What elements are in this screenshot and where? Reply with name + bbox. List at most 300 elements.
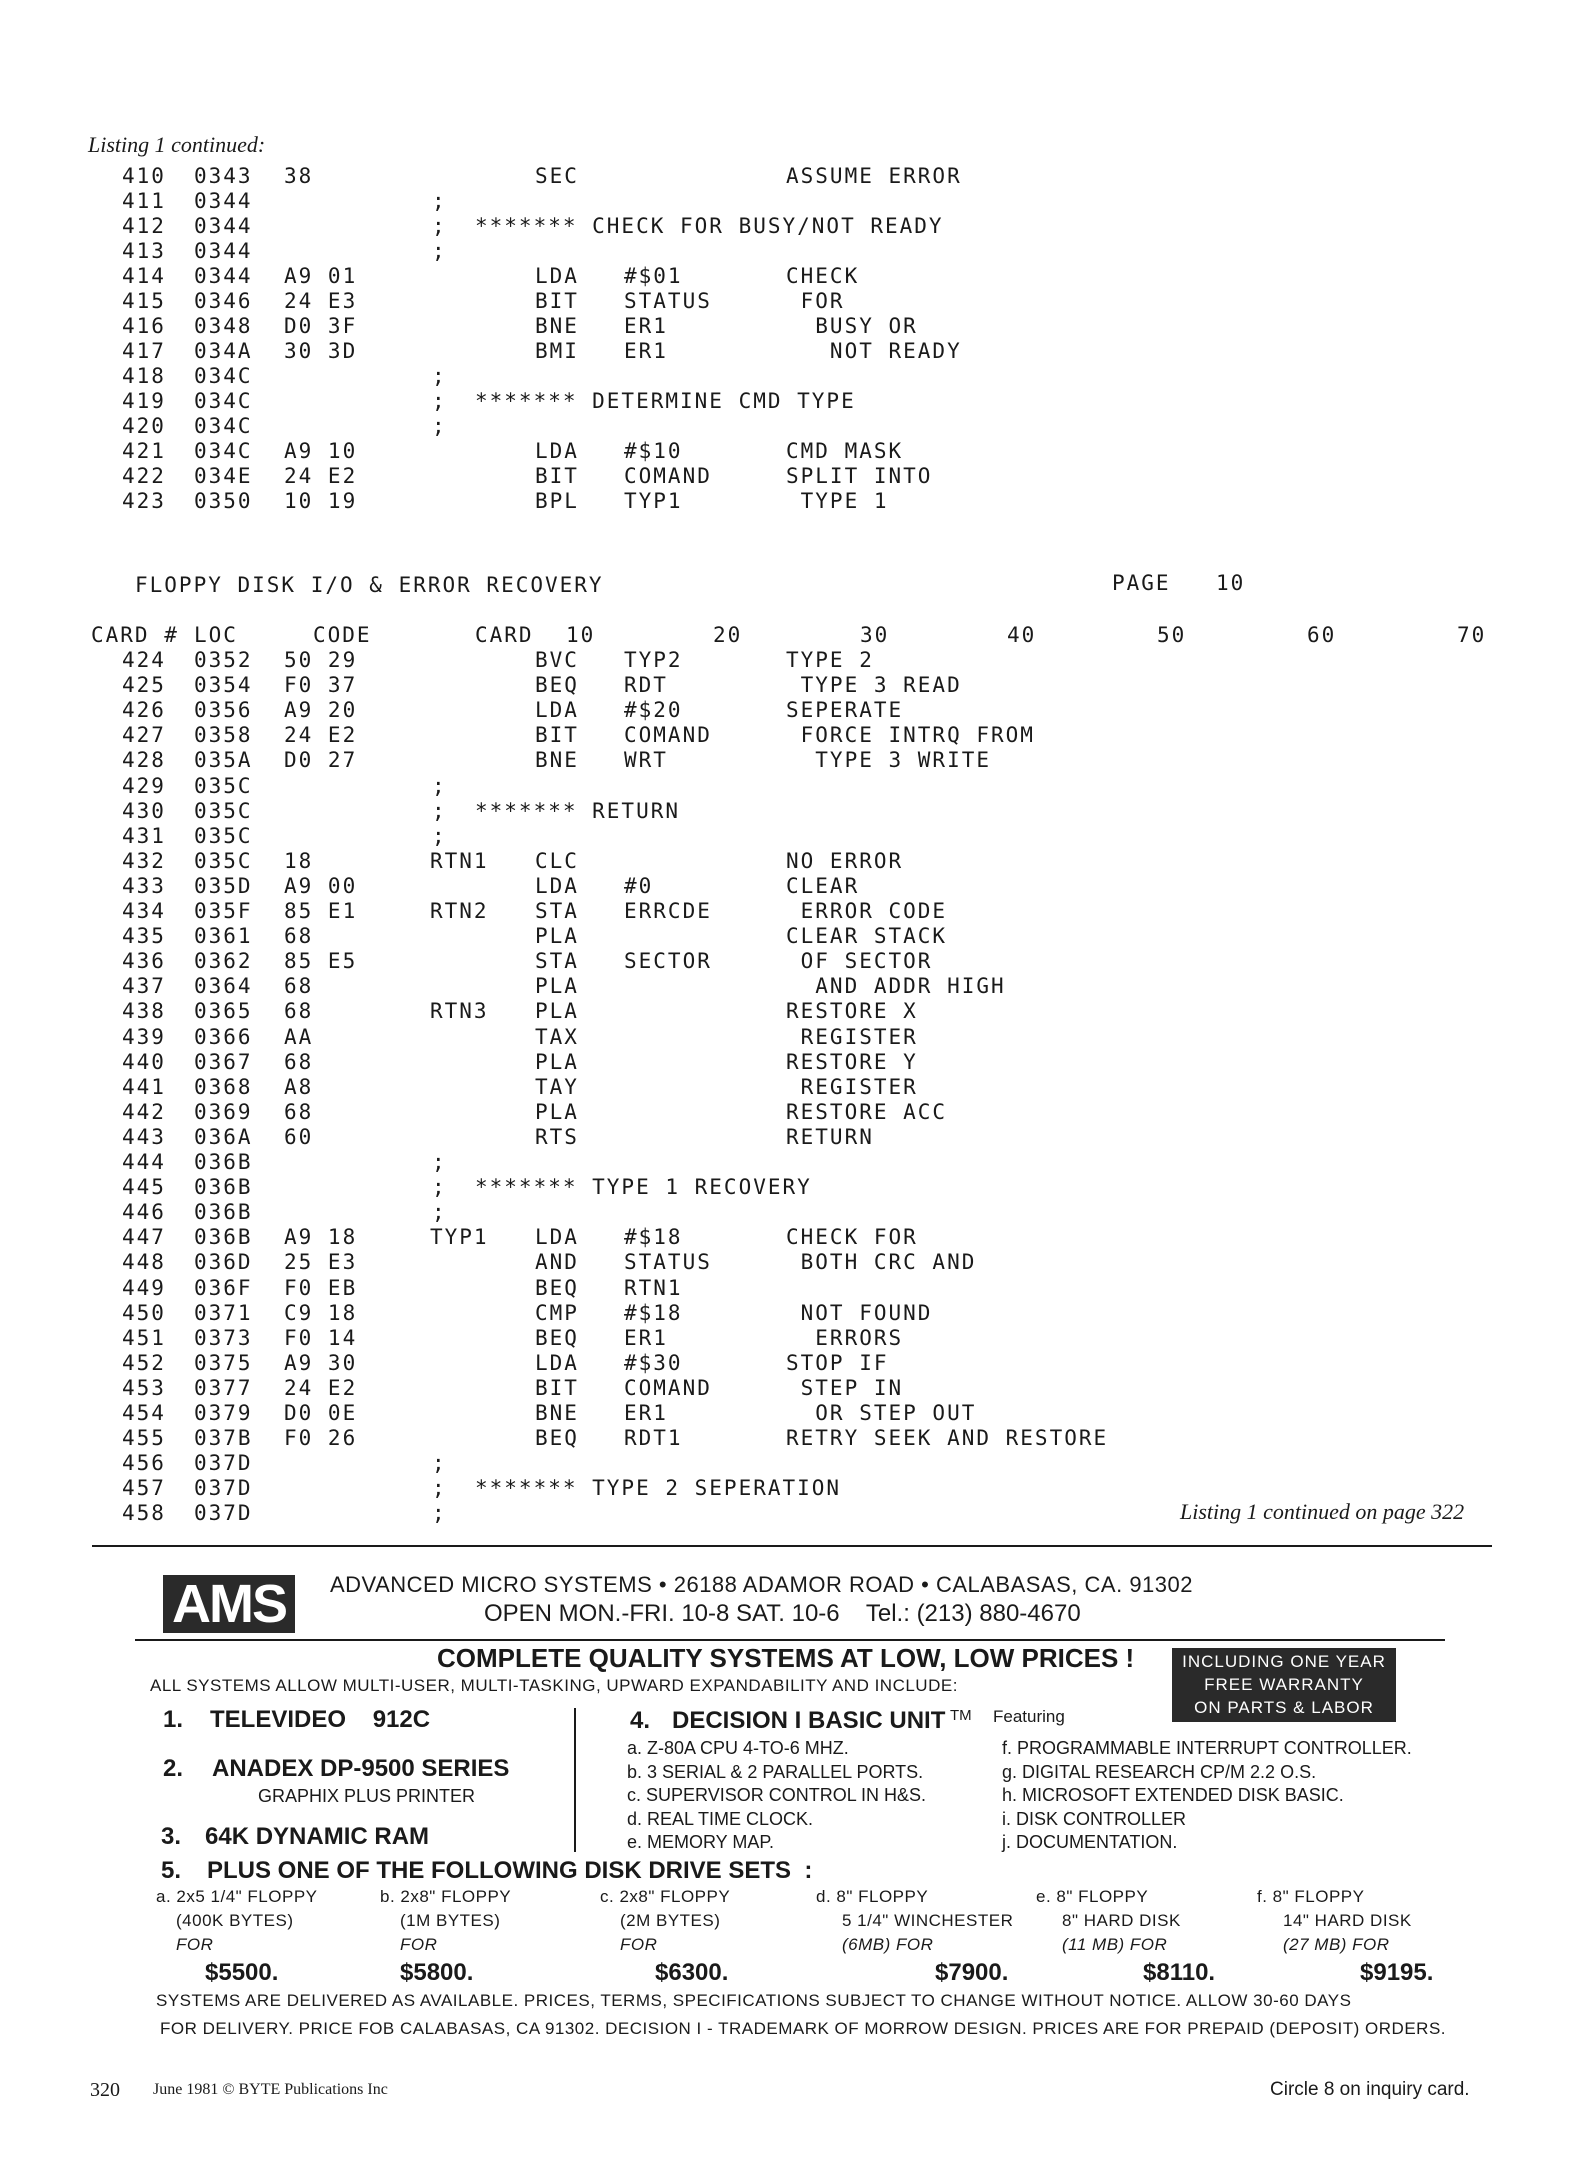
card-num: 452	[122, 1350, 166, 1375]
item4: DECISION I BASIC UNIT	[672, 1707, 946, 1734]
card-num: 419	[122, 389, 166, 413]
col-20: 20	[713, 623, 743, 647]
ad-hours: OPEN MON.-FRI. 10-8 SAT. 10-6 Tel.: (213) 880-4670	[484, 1600, 1081, 1627]
card-num: 456	[122, 1451, 166, 1476]
top-row	[0, 264, 1570, 289]
loc: 034C	[194, 364, 253, 388]
main-row	[0, 849, 1570, 874]
comment: ERROR CODE	[786, 899, 948, 923]
opcode: ******* TYPE 2 SEPERATION	[475, 1476, 842, 1501]
item2: ANADEX DP-9500 SERIES	[212, 1755, 510, 1782]
operand: ER1	[624, 339, 668, 363]
operand: ER1	[624, 1401, 668, 1425]
opcode: BNE	[535, 1401, 579, 1425]
code: F0 37	[284, 673, 358, 698]
loc: 0364	[194, 974, 253, 999]
comment: FOR	[786, 289, 845, 313]
main-row	[0, 1326, 1570, 1351]
operand: #0	[624, 873, 654, 898]
code: F0 14	[284, 1325, 358, 1350]
item1-num: 1.	[163, 1706, 184, 1733]
comment: OR STEP OUT	[786, 1401, 977, 1425]
main-row	[0, 1250, 1570, 1275]
feature-h: h. MICROSOFT EXTENDED DISK BASIC.	[1002, 1785, 1344, 1805]
code: 24 E3	[284, 289, 358, 313]
top-row	[0, 314, 1570, 339]
opcode: ******* TYPE 1 RECOVERY	[475, 1175, 812, 1200]
warranty-box	[1172, 1648, 1396, 1722]
card-num: 445	[122, 1175, 166, 1200]
opcode: BNE	[535, 748, 579, 773]
main-row	[0, 1125, 1570, 1150]
comment: OF SECTOR	[786, 949, 933, 974]
main-row	[0, 1451, 1570, 1476]
card-num: 453	[122, 1375, 166, 1400]
opcode: CLC	[535, 848, 579, 873]
opcode: ******* DETERMINE CMD TYPE	[475, 389, 856, 413]
drive-option-title: c. 2x8" FLOPPY	[600, 1887, 731, 1906]
warranty-line-2: FREE WARRANTY	[1204, 1675, 1364, 1694]
code: A9 18	[284, 1225, 358, 1250]
card-num: 412	[122, 214, 166, 238]
loc: 0348	[194, 314, 253, 338]
top-row	[0, 439, 1570, 464]
code: C9 18	[284, 1300, 358, 1325]
main-row	[0, 1150, 1570, 1175]
drive-options	[0, 1887, 1570, 1987]
main-row	[0, 1401, 1570, 1426]
code: 30 3D	[284, 339, 358, 363]
code: 24 E2	[284, 723, 358, 748]
card-num: 434	[122, 899, 166, 923]
loc: 0369	[194, 1099, 253, 1124]
card-num: 427	[122, 723, 166, 748]
operand: #$30	[624, 1350, 683, 1375]
loc: 0365	[194, 999, 253, 1024]
label: ;	[432, 1451, 447, 1476]
comment: CHECK FOR	[786, 1225, 918, 1250]
drive-option-price: $7900.	[935, 1959, 1009, 1986]
col-40: 40	[1007, 623, 1037, 647]
col-card: CARD #	[91, 623, 179, 647]
top-row	[0, 239, 1570, 264]
code: 68	[284, 924, 314, 949]
main-row	[0, 924, 1570, 949]
opcode: LDA	[535, 1350, 579, 1375]
card-num: 435	[122, 924, 166, 949]
feature-j: j. DOCUMENTATION.	[1002, 1832, 1178, 1852]
operand: STATUS	[624, 289, 712, 313]
card-num: 436	[122, 949, 166, 974]
top-row	[0, 464, 1570, 489]
code: A9 00	[284, 873, 358, 898]
drive-option-for: FOR	[620, 1935, 658, 1954]
card-num: 454	[122, 1401, 166, 1425]
main-row	[0, 748, 1570, 773]
opcode: BEQ	[535, 1275, 579, 1300]
operand: RTN1	[624, 1275, 683, 1300]
label: ;	[432, 1175, 447, 1200]
comment: REGISTER	[786, 1074, 918, 1099]
opcode: CMP	[535, 1300, 579, 1325]
card-num: 449	[122, 1275, 166, 1300]
operand: ERRCDE	[624, 899, 712, 923]
label: ;	[432, 414, 447, 438]
drive-option-for: (6MB) FOR	[842, 1935, 934, 1954]
col-70: 70	[1457, 623, 1487, 647]
drive-option-capacity: 5 1/4" WINCHESTER	[842, 1911, 1014, 1930]
item3: 64K DYNAMIC RAM	[205, 1823, 430, 1850]
opcode: BEQ	[535, 1325, 579, 1350]
feature-d: d. REAL TIME CLOCK.	[627, 1808, 814, 1829]
main-row	[0, 899, 1570, 924]
card-num: 422	[122, 464, 166, 488]
drive-option-capacity: (2M BYTES)	[620, 1911, 721, 1930]
item1: TELEVIDEO 912C	[210, 1706, 431, 1733]
comment: CLEAR	[786, 873, 860, 898]
top-row	[0, 364, 1570, 389]
col-loc: LOC	[194, 623, 238, 647]
opcode: BPL	[535, 489, 579, 513]
drive-option-price: $5800.	[400, 1959, 474, 1986]
drive-option-capacity: 14" HARD DISK	[1283, 1911, 1412, 1930]
main-row	[0, 874, 1570, 899]
main-row	[0, 648, 1570, 673]
card-num: 440	[122, 1049, 166, 1074]
operand: WRT	[624, 748, 668, 773]
main-row	[0, 999, 1570, 1024]
comment: TYPE 1	[786, 489, 889, 513]
card-num: 451	[122, 1325, 166, 1350]
loc: 034C	[194, 414, 253, 438]
code: 25 E3	[284, 1250, 358, 1275]
loc: 036B	[194, 1200, 253, 1225]
code: A9 10	[284, 439, 358, 463]
label: RTN1	[430, 848, 489, 873]
opcode: LDA	[535, 873, 579, 898]
loc: 0361	[194, 924, 253, 949]
card-num: 414	[122, 264, 166, 288]
comment: RESTORE X	[786, 999, 918, 1024]
loc: 0354	[194, 673, 253, 698]
comment: BUSY OR	[786, 314, 918, 338]
drive-option-price: $5500.	[205, 1959, 279, 1986]
opcode: PLA	[535, 924, 579, 949]
col-code: CODE	[313, 623, 372, 647]
operand: ER1	[624, 314, 668, 338]
operand: COMAND	[624, 464, 712, 488]
loc: 035C	[194, 823, 253, 848]
drive-option-title: d. 8" FLOPPY	[816, 1887, 929, 1906]
code: 68	[284, 974, 314, 999]
col-60: 60	[1307, 623, 1337, 647]
col-50: 50	[1157, 623, 1187, 647]
code: 24 E2	[284, 1375, 358, 1400]
card-num: 448	[122, 1250, 166, 1275]
loc: 037D	[194, 1451, 253, 1476]
loc: 037B	[194, 1426, 253, 1451]
opcode: AND	[535, 1250, 579, 1275]
footer-inquiry: Circle 8 on inquiry card.	[1270, 2079, 1470, 2100]
loc: 0379	[194, 1401, 253, 1425]
loc: 0344	[194, 189, 253, 213]
operand: SECTOR	[624, 949, 712, 974]
ad-address: ADVANCED MICRO SYSTEMS • 26188 ADAMOR ROAD • CALABASAS, CA. 91302	[330, 1572, 1193, 1597]
drive-option-capacity: 8" HARD DISK	[1062, 1911, 1181, 1930]
drive-option-title: f. 8" FLOPPY	[1257, 1887, 1365, 1906]
comment: STOP IF	[786, 1350, 889, 1375]
card-num: 432	[122, 848, 166, 873]
item4-num: 4.	[630, 1707, 651, 1734]
loc: 0375	[194, 1350, 253, 1375]
code: 50 29	[284, 648, 358, 672]
operand: RDT	[624, 673, 668, 698]
code: 38	[284, 164, 314, 188]
card-num: 428	[122, 748, 166, 773]
code: F0 EB	[284, 1275, 358, 1300]
operand: TYP1	[624, 489, 683, 513]
code: 68	[284, 999, 314, 1024]
card-num: 424	[122, 648, 166, 672]
loc: 035C	[194, 773, 253, 798]
fine-print-1: SYSTEMS ARE DELIVERED AS AVAILABLE. PRICES, TERMS, SPECIFICATIONS SUBJECT TO CHANGE WITHOUT NOTICE. ALLOW 30-60 DAYS	[156, 1991, 1352, 2010]
code: D0 3F	[284, 314, 358, 338]
card-num: 426	[122, 698, 166, 723]
code: AA	[284, 1024, 314, 1049]
label: ;	[432, 1150, 447, 1174]
main-row	[0, 1351, 1570, 1376]
comment: SEPERATE	[786, 698, 904, 723]
loc: 0377	[194, 1375, 253, 1400]
main-row	[0, 1050, 1570, 1075]
comment: NO ERROR	[786, 848, 904, 873]
opcode: TAY	[535, 1074, 579, 1099]
warranty-line-3: ON PARTS & LABOR	[1194, 1698, 1374, 1717]
comment: CLEAR STACK	[786, 924, 948, 949]
opcode: ******* RETURN	[475, 798, 681, 823]
item5-num: 5.	[161, 1857, 182, 1884]
feature-f: f. PROGRAMMABLE INTERRUPT CONTROLLER.	[1002, 1738, 1412, 1758]
ad-subhead: ALL SYSTEMS ALLOW MULTI-USER, MULTI-TASKING, UPWARD EXPANDABILITY AND INCLUDE:	[150, 1676, 958, 1695]
comment: REGISTER	[786, 1024, 918, 1049]
code: 85 E1	[284, 899, 358, 923]
label: ;	[432, 389, 447, 413]
features-left	[627, 1737, 926, 1855]
opcode: LDA	[535, 698, 579, 723]
drive-option-capacity: (1M BYTES)	[400, 1911, 501, 1930]
operand: RDT1	[624, 1426, 683, 1451]
loc: 0352	[194, 648, 253, 672]
top-row	[0, 164, 1570, 189]
drive-option-price: $8110.	[1143, 1959, 1216, 1986]
loc: 0343	[194, 164, 253, 188]
comment: FORCE INTRQ FROM	[786, 723, 1035, 748]
loc: 0344	[194, 264, 253, 288]
loc: 0350	[194, 489, 253, 513]
feature-g: g. DIGITAL RESEARCH CP/M 2.2 O.S.	[1002, 1761, 1317, 1782]
feature-i: i. DISK CONTROLLER	[1002, 1808, 1187, 1829]
card-num: 450	[122, 1300, 166, 1325]
col-card2: CARD	[475, 623, 534, 647]
card-num: 431	[122, 823, 166, 848]
card-num: 421	[122, 439, 166, 463]
main-row	[0, 698, 1570, 723]
loc: 036A	[194, 1124, 253, 1149]
comment: RETRY SEEK AND RESTORE	[786, 1426, 1109, 1451]
card-num: 411	[122, 189, 166, 213]
loc: 037D	[194, 1501, 253, 1526]
operand: COMAND	[624, 1375, 712, 1400]
label: ;	[432, 823, 447, 848]
feature-c: c. SUPERVISOR CONTROL IN H&S.	[627, 1785, 927, 1805]
drive-option-title: b. 2x8" FLOPPY	[380, 1887, 512, 1906]
warranty-line-1: INCLUDING ONE YEAR	[1182, 1652, 1386, 1671]
card-num: 439	[122, 1024, 166, 1049]
top-row	[0, 339, 1570, 364]
item2-sub: GRAPHIX PLUS PRINTER	[258, 1786, 476, 1806]
loc: 036B	[194, 1175, 253, 1200]
label: ;	[432, 1501, 447, 1526]
card-num: 443	[122, 1124, 166, 1149]
opcode: PLA	[535, 999, 579, 1024]
ams-logo: AMS	[163, 1575, 295, 1633]
card-num: 446	[122, 1200, 166, 1225]
code: F0 26	[284, 1426, 358, 1451]
comment: TYPE 3 READ	[786, 673, 962, 698]
drive-option-title: e. 8" FLOPPY	[1036, 1887, 1149, 1906]
drive-option-for: (11 MB) FOR	[1062, 1935, 1168, 1954]
operand: #$18	[624, 1300, 683, 1325]
main-row	[0, 774, 1570, 799]
top-row	[0, 414, 1570, 439]
operand: COMAND	[624, 723, 712, 748]
main-row	[0, 723, 1570, 748]
opcode: BIT	[535, 464, 579, 488]
card-num: 455	[122, 1426, 166, 1451]
operand: #$18	[624, 1225, 683, 1250]
card-num: 438	[122, 999, 166, 1024]
comment: AND ADDR HIGH	[786, 974, 1006, 999]
label: ;	[432, 364, 447, 388]
comment: SPLIT INTO	[786, 464, 933, 488]
listing-title: FLOPPY DISK I/O & ERROR RECOVERY	[135, 573, 604, 597]
card-num: 458	[122, 1501, 166, 1526]
listing-header: Listing 1 continued:	[88, 132, 266, 157]
comment: ERRORS	[786, 1325, 904, 1350]
page-number: 10	[1216, 571, 1246, 595]
code: 60	[284, 1124, 314, 1149]
code: 24 E2	[284, 464, 358, 488]
main-row	[0, 1175, 1570, 1200]
main-row	[0, 1276, 1570, 1301]
operand: ER1	[624, 1325, 668, 1350]
drive-option-for: (27 MB) FOR	[1283, 1935, 1390, 1954]
loc: 036B	[194, 1150, 253, 1174]
loc: 035A	[194, 748, 253, 773]
code: 68	[284, 1099, 314, 1124]
main-row	[0, 1100, 1570, 1125]
card-num: 429	[122, 773, 166, 798]
operand: STATUS	[624, 1250, 712, 1275]
drive-option-capacity: (400K BYTES)	[176, 1911, 294, 1930]
top-row	[0, 389, 1570, 414]
operand: #$10	[624, 439, 683, 463]
opcode: STA	[535, 949, 579, 974]
top-row	[0, 289, 1570, 314]
card-num: 420	[122, 414, 166, 438]
label: ;	[432, 1200, 447, 1225]
col-10: 10	[566, 623, 596, 647]
code: A9 30	[284, 1350, 358, 1375]
code: A9 01	[284, 264, 358, 288]
card-num: 437	[122, 974, 166, 999]
loc: 0366	[194, 1024, 253, 1049]
comment: NOT FOUND	[786, 1300, 933, 1325]
opcode: PLA	[535, 1049, 579, 1074]
main-row	[0, 949, 1570, 974]
drive-option-price: $9195.	[1360, 1959, 1434, 1986]
drive-option-title: a. 2x5 1/4" FLOPPY	[156, 1887, 318, 1906]
loc: 0344	[194, 239, 253, 263]
operand: #$01	[624, 264, 683, 288]
main-row	[0, 1376, 1570, 1401]
ad-headline: COMPLETE QUALITY SYSTEMS AT LOW, LOW PRICES !	[437, 1643, 1135, 1673]
code: A8	[284, 1074, 314, 1099]
label: ;	[432, 189, 447, 213]
label: RTN3	[430, 999, 489, 1024]
main-row	[0, 824, 1570, 849]
main-row	[0, 673, 1570, 698]
label: ;	[432, 214, 447, 238]
main-row	[0, 1200, 1570, 1225]
comment: RESTORE Y	[786, 1049, 918, 1074]
comment: TYPE 2	[786, 648, 874, 672]
col-30: 30	[860, 623, 890, 647]
opcode: LDA	[535, 1225, 579, 1250]
continued-note: Listing 1 continued on page 322	[1180, 1499, 1465, 1524]
comment: TYPE 3 WRITE	[786, 748, 992, 773]
code: 18	[284, 848, 314, 873]
main-row	[0, 1225, 1570, 1250]
label: TYP1	[430, 1225, 489, 1250]
label: ;	[432, 1476, 447, 1501]
opcode: STA	[535, 899, 579, 923]
card-num: 441	[122, 1074, 166, 1099]
comment: ASSUME ERROR	[786, 164, 962, 188]
main-row	[0, 799, 1570, 824]
opcode: PLA	[535, 1099, 579, 1124]
opcode: RTS	[535, 1124, 579, 1149]
loc: 037D	[194, 1476, 253, 1501]
loc: 0356	[194, 698, 253, 723]
comment: CHECK	[786, 264, 860, 288]
top-row	[0, 189, 1570, 214]
card-num: 418	[122, 364, 166, 388]
label: ;	[432, 773, 447, 798]
opcode: PLA	[535, 974, 579, 999]
code: 68	[284, 1049, 314, 1074]
loc: 0368	[194, 1074, 253, 1099]
loc: 035D	[194, 873, 253, 898]
footer-issue: June 1981 © BYTE Publications Inc	[153, 2081, 388, 2098]
loc: 036B	[194, 1225, 253, 1250]
opcode: LDA	[535, 264, 579, 288]
code: 85 E5	[284, 949, 358, 974]
features-right	[1002, 1737, 1412, 1855]
main-row	[0, 1025, 1570, 1050]
drive-option-for: FOR	[176, 1935, 214, 1954]
card-num: 433	[122, 873, 166, 898]
